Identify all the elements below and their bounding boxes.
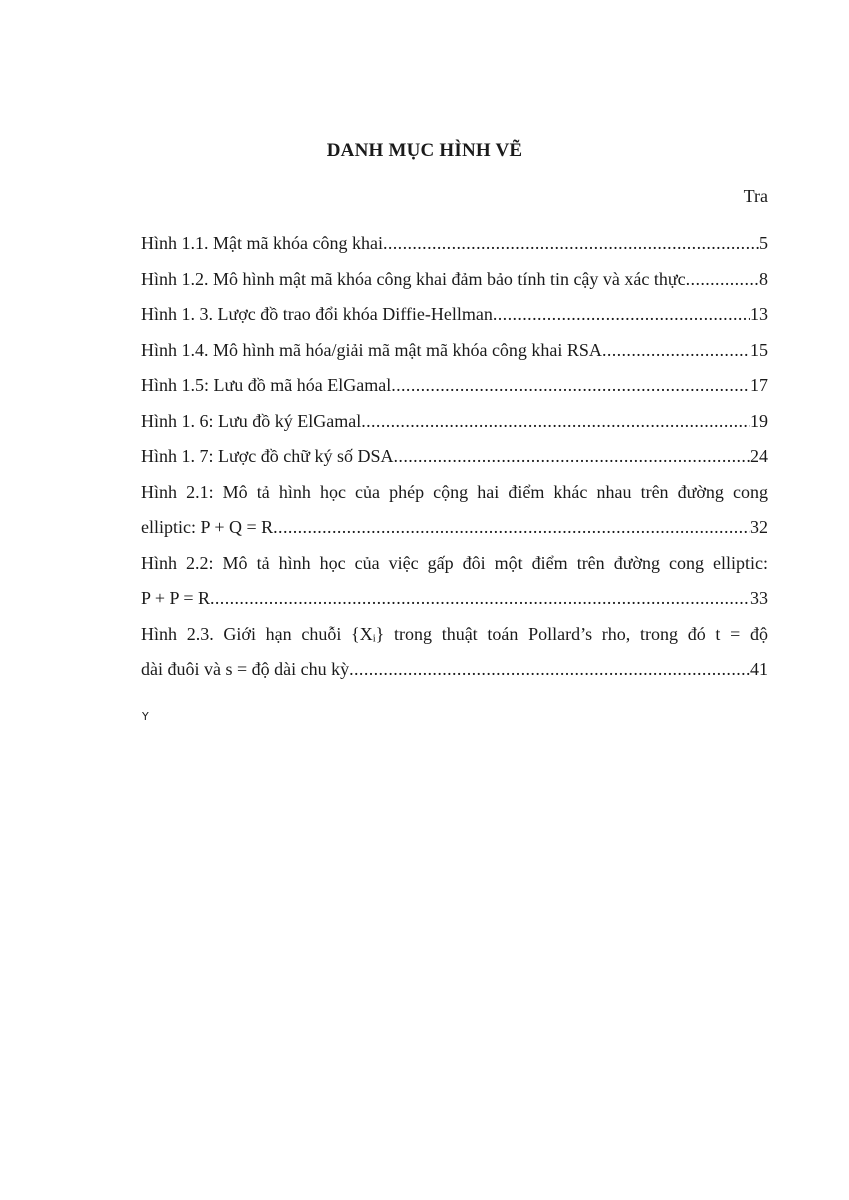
- entry-page: 19: [750, 410, 768, 431]
- dot-leader: [210, 581, 750, 617]
- entry-page: 13: [750, 304, 768, 324]
- entry-page: 32: [750, 517, 768, 537]
- entry-page: 17: [750, 375, 768, 395]
- toc-entry[interactable]: [141, 404, 768, 440]
- entry-title-line2: dài đuôi và s = độ dài chu kỳ: [141, 659, 350, 679]
- toc-entry[interactable]: [141, 297, 768, 333]
- entry-title-line2: elliptic: P + Q = R: [141, 517, 274, 537]
- entry-title: Hình 1.4. Mô hình mã hóa/giải mã mật mã khóa công khai RSA: [141, 339, 602, 360]
- dot-leader: [383, 226, 759, 262]
- dot-leader: [361, 404, 750, 440]
- entry-title: Hình 1. 6: Lưu đồ ký ElGamal: [141, 410, 362, 431]
- entry-page: 8: [759, 268, 768, 289]
- entry-title-line1: Hình 2.2: Mô tả hình học của việc gấp đôi một điểm trên đường cong elliptic:: [141, 552, 768, 573]
- dot-leader: [349, 652, 750, 688]
- toc-entry[interactable]: [141, 262, 768, 298]
- entry-page: 33: [750, 588, 768, 608]
- toc-entry[interactable]: [141, 439, 768, 475]
- entry-title: Hình 1. 3. Lược đồ trao đổi khóa Diffie-Hellman: [141, 304, 493, 324]
- entry-page: 41: [750, 659, 768, 679]
- entry-title-line2: P + P = R: [141, 588, 210, 608]
- dot-leader: [394, 439, 750, 475]
- toc-entry[interactable]: [141, 333, 768, 369]
- entry-title: Hình 1.5: Lưu đồ mã hóa ElGamal: [141, 375, 392, 395]
- entry-title: Hình 1.1. Mật mã khóa công khai: [141, 233, 383, 253]
- stray-mark: Y: [142, 710, 149, 723]
- dot-leader: [273, 510, 750, 546]
- dot-leader: [602, 333, 750, 369]
- dot-leader: [391, 368, 750, 404]
- toc-entry[interactable]: [141, 475, 768, 546]
- entry-title-line1: Hình 2.3. Giới hạn chuỗi {Xᵢ} trong thuật toán Pollard’s rho, trong đó t = độ: [141, 623, 768, 644]
- entry-page: 5: [759, 233, 768, 253]
- entry-title-line1: Hình 2.1: Mô tả hình học của phép cộng hai điểm khác nhau trên đường cong: [141, 481, 768, 502]
- toc-entry[interactable]: [141, 226, 768, 262]
- entry-title: Hình 1. 7: Lược đồ chữ ký số DSA: [141, 446, 394, 466]
- entry-page: 15: [750, 339, 768, 360]
- dot-leader: [493, 297, 750, 333]
- figure-list: [141, 226, 768, 688]
- entry-title: Hình 1.2. Mô hình mật mã khóa công khai đảm bảo tính tin cậy và xác thực: [141, 268, 686, 289]
- toc-entry[interactable]: [141, 617, 768, 688]
- page-title: DANH MỤC HÌNH VẼ: [326, 140, 523, 161]
- toc-entry[interactable]: [141, 546, 768, 617]
- page-column-label: Tra: [743, 186, 768, 206]
- toc-entry[interactable]: [141, 368, 768, 404]
- entry-page: 24: [750, 446, 768, 466]
- dot-leader: [686, 262, 759, 298]
